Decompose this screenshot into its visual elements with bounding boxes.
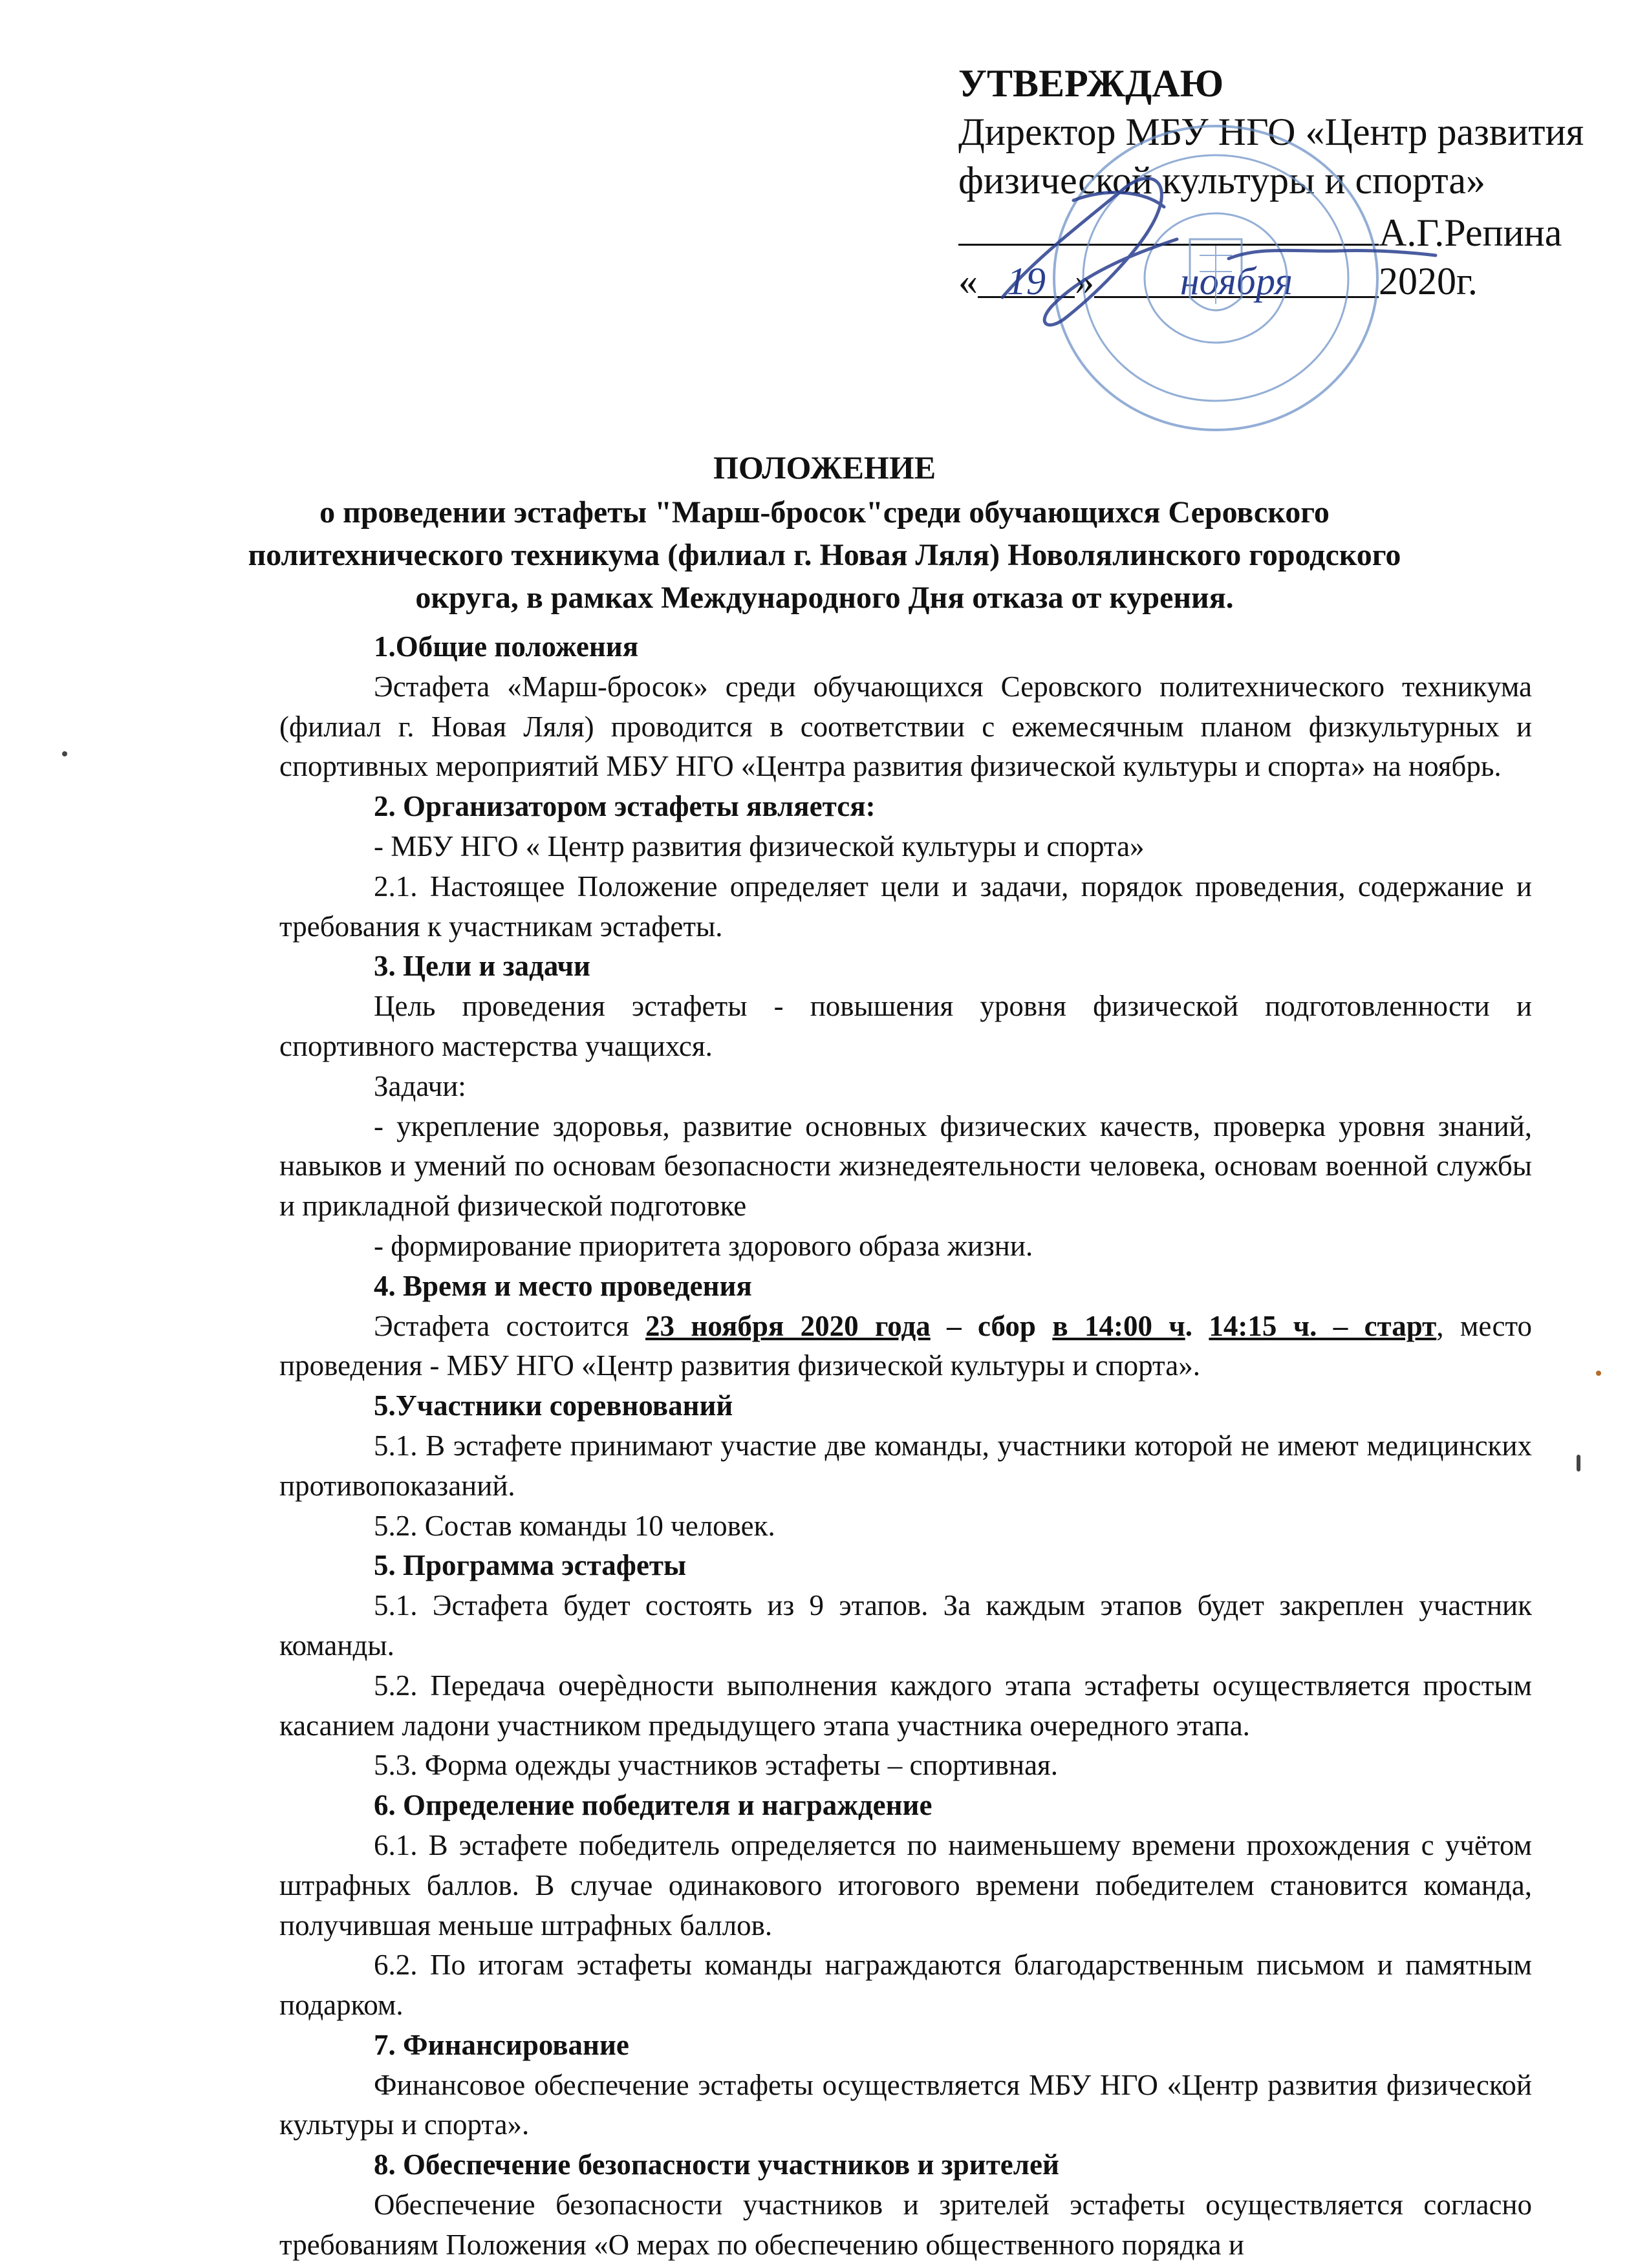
section-heading-goals: 3. Цели и задачи: [374, 950, 590, 983]
gather-time: в 14:00 ч: [1052, 1309, 1185, 1342]
approval-signatory: А.Г.Репина: [1379, 211, 1562, 254]
time-text-2: – сбор: [930, 1309, 1053, 1342]
section-heading-program: 5. Программа эстафеты: [374, 1549, 687, 1582]
paragraph-2-1: 2.1. Настоящее Положение определяет цели и задачи, порядок проведения, содержание и требования к участникам эстафеты.: [279, 870, 1532, 943]
paragraph-organizer: - МБУ НГО « Центр развития физической культуры и спорта»: [374, 829, 1145, 862]
paragraph-6-2: 6.2. По итогам эстафеты команды награждаются благодарственным письмом и памятным подарком.: [279, 1949, 1532, 2022]
scan-speck: [1577, 1455, 1580, 1471]
section-heading-safety: 8. Обеспечение безопасности участников и зрителей: [374, 2148, 1059, 2181]
section-heading-time-place: 4. Время и место проведения: [374, 1269, 752, 1302]
section-heading-organizer: 2. Организатором эстафеты является:: [374, 790, 876, 823]
scan-speck: [62, 751, 67, 756]
title-line1: ПОЛОЖЕНИЕ: [713, 449, 936, 486]
section-heading-participants: 5.Участники соревнований: [374, 1389, 733, 1422]
paragraph-5-3-uniform: 5.3. Форма одежды участников эстафеты – спортивная.: [374, 1749, 1059, 1782]
paragraph-general: Эстафета «Марш-бросок» среди обучающихся Серовского политехнического техникума (филиал г. Новая Ляля) проводится в соответствии с ежемесячным планом физкультурных и спортивных мероприятий МБУ НГО «Центра развития физической культуры и спорта» на ноябрь.: [279, 670, 1532, 783]
paragraph-5-2-handover: 5.2. Передача очерѐдности выполнения каждого этапа эстафеты осуществляется простым касанием ладони участником предыдущего этапа участника очередного этапа.: [279, 1669, 1532, 1742]
paragraph-financing: Финансовое обеспечение эстафеты осуществляется МБУ НГО «Центр развития физической культуры и спорта».: [279, 2068, 1532, 2141]
paragraph-safety: Обеспечение безопасности участников и зрителей эстафеты осуществляется согласно требованиям Положения «О мерах по обеспечению общественного порядка и: [279, 2188, 1532, 2261]
title-line4: округа, в рамках Международного Дня отказа от курения.: [415, 581, 1234, 615]
date-open-quote: «: [958, 260, 978, 303]
date-year: 2020г.: [1379, 260, 1478, 303]
paragraph-task-1: - укрепление здоровья, развитие основных физических качеств, проверка уровня знаний, навыков и умений по основам безопасности жизнедеятельности человека, основам военной службы и прикладной физической подготовке: [279, 1109, 1532, 1223]
time-text-3: .: [1185, 1309, 1209, 1342]
section-heading-general: 1.Общие положения: [374, 630, 639, 663]
paragraph-5-2-team-size: 5.2. Состав команды 10 человек.: [374, 1509, 775, 1542]
date-month: ноября: [1094, 257, 1379, 298]
paragraph-5-1-stages: 5.1. Эстафета будет состоять из 9 этапов. За каждым этапов будет закреплен участник команды.: [279, 1589, 1532, 1662]
paragraph-task-2: - формирование приоритета здорового образа жизни.: [374, 1229, 1033, 1262]
date-day: 19: [978, 257, 1075, 298]
handwritten-signature: [957, 162, 1449, 343]
section-heading-financing: 7. Финансирование: [374, 2028, 629, 2061]
paragraph-5-1-participants: 5.1. В эстафете принимают участие две команды, участники которой не имеют медицинских противопоказаний.: [279, 1429, 1532, 1502]
paragraph-time-place: [279, 1307, 1532, 1387]
title-line2: о проведении эстафеты "Марш-бросок"среди обучающихся Серовского: [319, 495, 1330, 530]
document-body: [279, 627, 1532, 2265]
approval-position-line2: физической культуры и спорта»: [958, 159, 1486, 202]
approval-position-line1: Директор МБУ НГО «Центр развития: [958, 111, 1584, 153]
scan-speck: [1596, 1371, 1601, 1376]
paragraph-goal: Цель проведения эстафеты - повышения уровня физической подготовленности и спортивного мастерства учащихся.: [279, 990, 1532, 1062]
start-time: 14:15 ч. – старт: [1209, 1309, 1437, 1342]
event-date: 23 ноября 2020 года: [645, 1309, 931, 1342]
time-text-4: , место проведения - МБУ НГО «Центр развития физической культуры и спорта».: [279, 1309, 1533, 1382]
date-close-quote: »: [1075, 260, 1094, 303]
document-title: [194, 446, 1455, 619]
section-heading-winner: 6. Определение победителя и награждение: [374, 1789, 932, 1822]
paragraph-tasks-label: Задачи:: [374, 1069, 466, 1102]
approval-heading: УТВЕРЖДАЮ: [958, 62, 1224, 105]
time-text-1: Эстафета состоится: [374, 1309, 646, 1342]
paragraph-6-1: 6.1. В эстафете победитель определяется по наименьшему времени прохождения с учётом штрафных баллов. В случае одинакового итогового времени победителем становится команда, получившая меньше штрафных баллов.: [279, 1828, 1532, 1942]
title-line3: политехнического техникума (филиал г. Новая Ляля) Новолялинского городского: [248, 538, 1401, 572]
